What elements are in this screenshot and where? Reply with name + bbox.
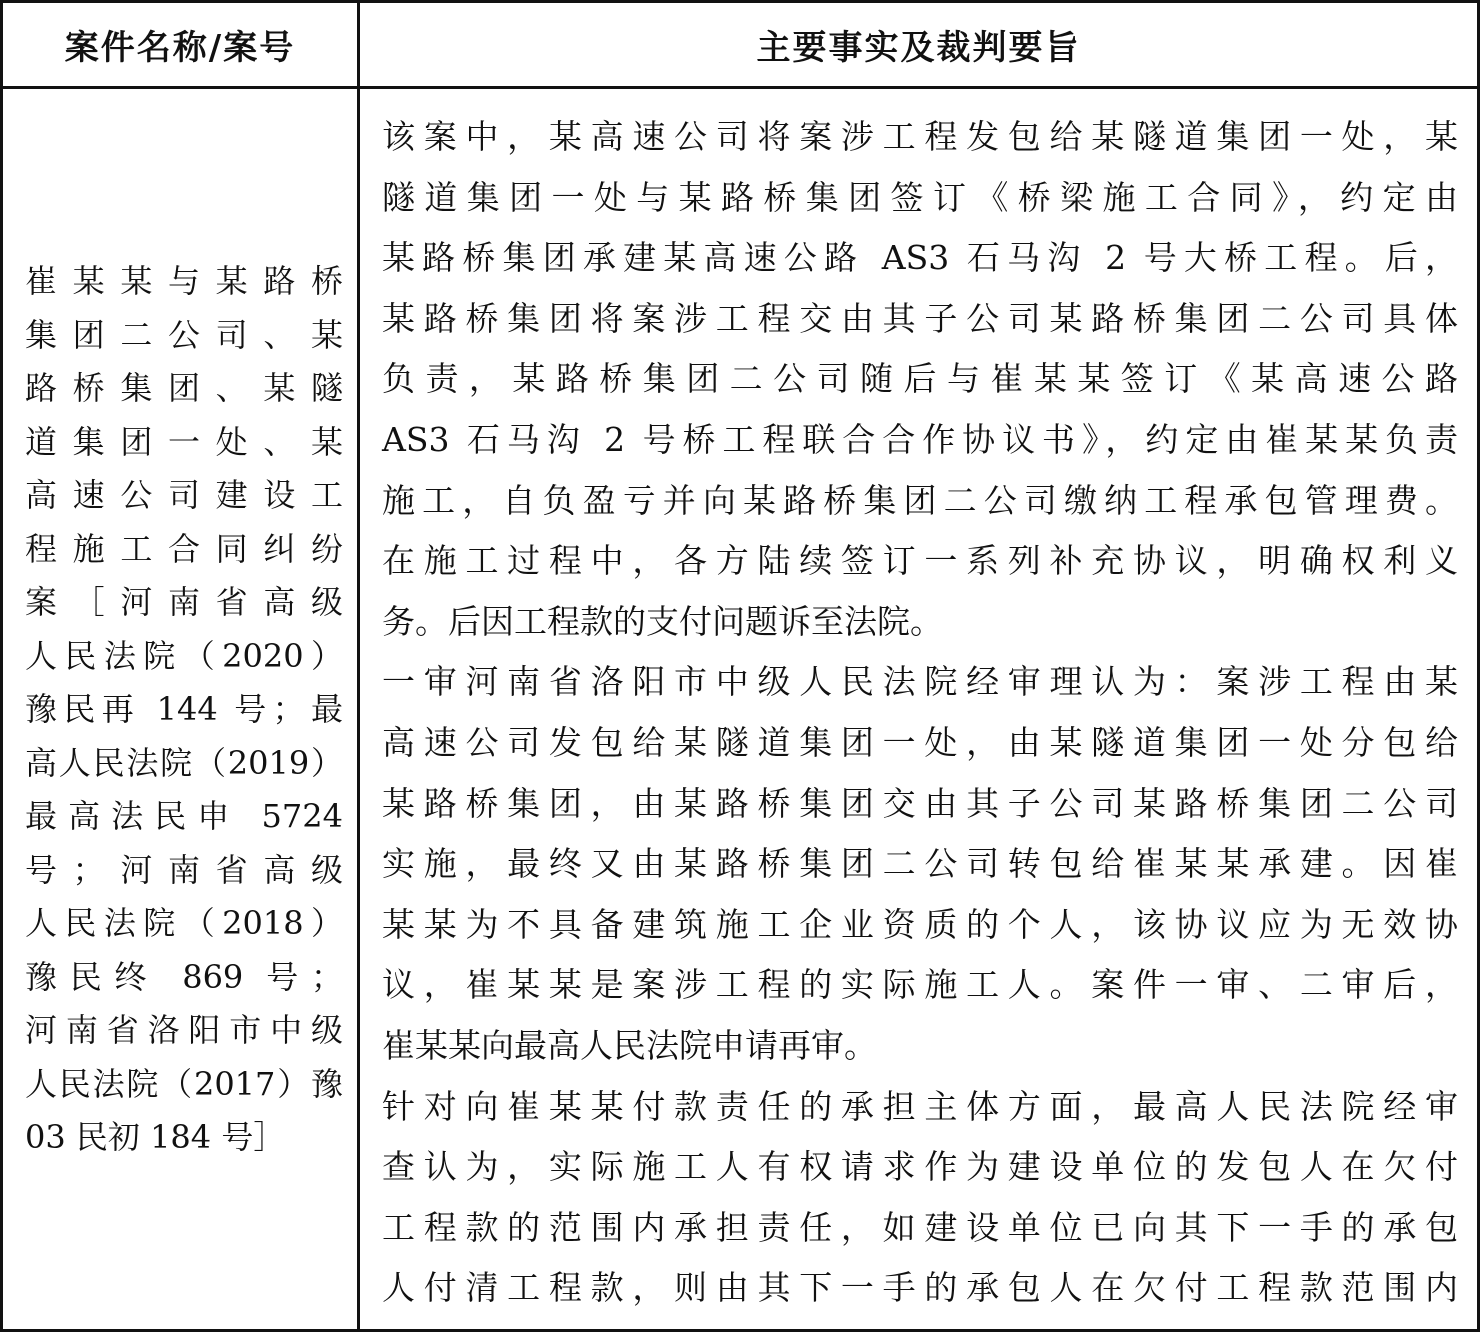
- facts-line: 该案中，某高速公司将案涉工程发包给某隧道集团一处，某: [382, 117, 1458, 156]
- facts-line: 隧道集团一处与某路桥集团签订《桥梁施工合同》，约定由: [382, 177, 1458, 217]
- case-name-line: 集团二公司、某: [25, 315, 343, 354]
- main-facts-cell: [382, 107, 1458, 1319]
- facts-line: 某路桥集团将案涉工程交由其子公司某路桥集团二公司具体: [382, 298, 1458, 338]
- case-name-line: 高速公司建设工: [25, 476, 343, 514]
- facts-line: 工程款的范围内承担责任，如建设单位已向其下一手的承包: [382, 1207, 1458, 1247]
- case-name-cell: [25, 255, 343, 1165]
- case-name-line: 程施工合同纠纷: [25, 529, 343, 568]
- facts-line: 人付清工程款，则由其下一手的承包人在欠付工程款范围内: [382, 1268, 1458, 1308]
- facts-line: 一审河南省洛阳市中级人民法院经审理认为：案涉工程由某: [382, 662, 1458, 702]
- facts-line: 实施，最终又由某路桥集团二公司转包给崔某某承建。因崔: [382, 844, 1458, 884]
- case-name-line: 人民法院（2017）豫: [25, 1064, 343, 1103]
- case-name-line: 案［河南省高级: [25, 583, 343, 621]
- facts-line: 负责，某路桥集团二公司随后与崔某某签订《某高速公路: [382, 359, 1458, 399]
- facts-line: AS3 石马沟 2 号桥工程联合合作协议书》，约定由崔某某负责: [382, 419, 1458, 459]
- case-name-line: 豫民终 869 号；: [25, 957, 343, 996]
- facts-line: 某路桥集团承建某高速公路 AS3 石马沟 2 号大桥工程。后，: [382, 238, 1458, 278]
- case-name-line: 豫民再 144 号；最: [25, 690, 343, 728]
- facts-line: 议，崔某某是案涉工程的实际施工人。案件一审、二审后，: [382, 965, 1458, 1005]
- case-name-line: 河南省洛阳市中级: [25, 1011, 343, 1049]
- facts-line: 某路桥集团，由某路桥集团交由其子公司某路桥集团二公司: [382, 783, 1458, 823]
- header-case-name: 案件名称/案号: [64, 28, 296, 68]
- table-header-row: [3, 3, 1477, 89]
- case-name-line: 路桥集团、某隧: [25, 369, 343, 407]
- facts-line: 查认为，实际施工人有权请求作为建设单位的发包人在欠付: [382, 1147, 1458, 1187]
- facts-line: 针对向崔某某付款责任的承担主体方面，最高人民法院经审: [382, 1086, 1458, 1126]
- facts-line: 某某为不具备建筑施工企业资质的个人，该协议应为无效协: [382, 904, 1458, 944]
- case-name-line: 最高法民申 5724: [25, 797, 343, 835]
- case-name-line: 人民法院（2020）: [25, 636, 343, 675]
- facts-line: 崔某某向最高人民法院申请再审。: [382, 1025, 877, 1065]
- facts-line: 施工，自负盈亏并向某路桥集团二公司缴纳工程承包管理费。: [382, 480, 1458, 520]
- case-name-line: 崔某某与某路桥: [25, 262, 343, 300]
- case-name-line: 人民法院（2018）: [25, 904, 343, 942]
- facts-line: 务。后因工程款的支付问题诉至法院。: [382, 601, 943, 641]
- column-divider: [357, 3, 360, 1329]
- header-main-facts: 主要事实及裁判要旨: [756, 28, 1081, 68]
- case-name-line: 03 民初 184 号］: [25, 1118, 286, 1156]
- case-name-line: 高人民法院（2019）: [25, 743, 343, 782]
- case-name-line: 道集团一处、某: [25, 422, 343, 461]
- facts-line: 高速公司发包给某隧道集团一处，由某隧道集团一处分包给: [382, 722, 1458, 762]
- facts-line: 在施工过程中，各方陆续签订一系列补充协议，明确权利义: [382, 541, 1458, 581]
- case-name-line: 号；河南省高级: [25, 850, 343, 889]
